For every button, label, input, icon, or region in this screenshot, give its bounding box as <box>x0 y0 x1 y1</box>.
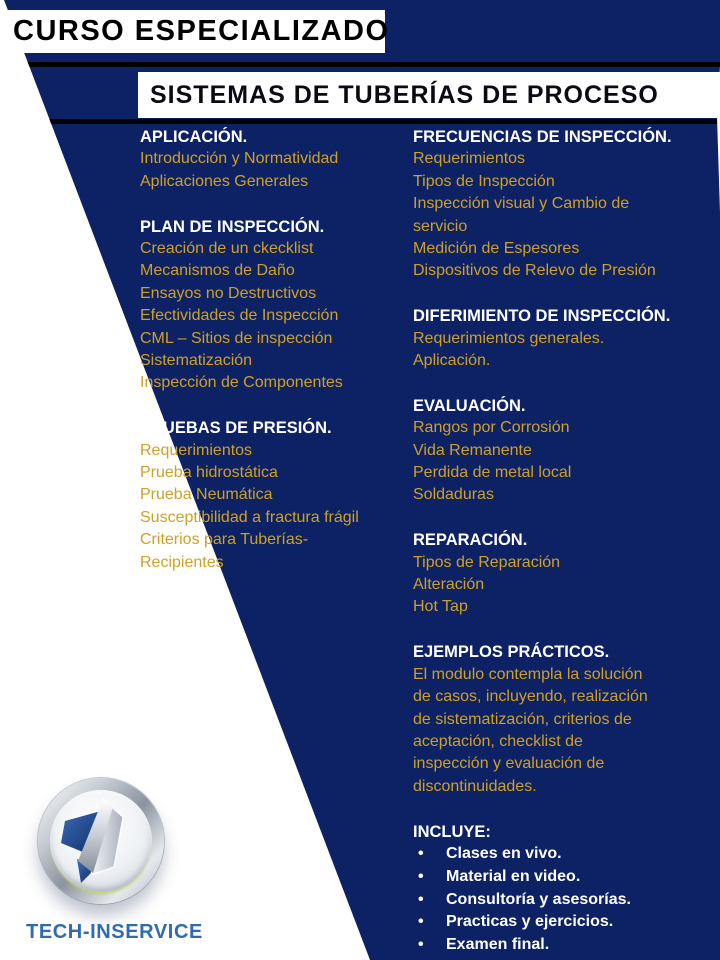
section-title: FRECUENCIAS DE INSPECCIÓN. <box>413 128 672 146</box>
section-title: PLAN DE INSPECCIÓN. <box>140 217 325 236</box>
section-title: DIFERIMIENTO DE INSPECCIÓN. <box>413 307 671 326</box>
bullet-label: Consultoría y asesorías. <box>446 890 631 908</box>
course-section <box>413 126 715 283</box>
section-item: de casos, incluyendo, realización <box>413 688 648 706</box>
section-item: Rangos por Corrosión <box>413 419 570 437</box>
bullet-list-item <box>413 889 715 912</box>
bullet-label: Clases en vivo. <box>446 844 562 862</box>
section-item: Perdida de metal local <box>413 464 572 482</box>
section-item: Requerimientos generales. <box>413 329 605 347</box>
brand-name: TECH-INSERVICE <box>26 921 203 943</box>
course-section <box>140 216 398 395</box>
section-item: Susceptibilidad a fractura frágil <box>140 508 359 526</box>
bullet-icon: • <box>418 844 424 862</box>
section-item: Criterios para Tuberías- <box>140 531 309 549</box>
section-title: EJEMPLOS PRÁCTICOS. <box>413 643 610 662</box>
section-item: servicio <box>413 217 468 235</box>
bullet-list-item <box>413 843 715 866</box>
section-item: inspección y evaluación de <box>413 755 605 773</box>
black-accent-line-bottom <box>0 119 720 124</box>
curso-banner <box>0 10 390 53</box>
course-section <box>413 641 715 798</box>
section-item: Aplicación. <box>413 352 491 370</box>
course-section <box>413 529 715 619</box>
section-item: Vida Remanente <box>413 441 532 459</box>
course-section <box>413 821 715 957</box>
bullet-label: Examen final. <box>446 936 550 954</box>
section-item: El modulo contempla la solución <box>413 665 643 683</box>
section-title: APLICACIÓN. <box>140 128 248 146</box>
section-item: Medición de Espesores <box>413 240 580 258</box>
section-item: Dispositivos de Relevo de Presión <box>413 262 656 280</box>
curso-banner-label: CURSO ESPECIALIZADO <box>13 15 390 47</box>
section-title: EVALUACIÓN. <box>413 396 526 415</box>
bullet-icon: • <box>418 913 424 931</box>
section-item: Alteración <box>413 576 485 594</box>
section-item: Prueba hidrostática <box>140 464 278 482</box>
section-item: aceptación, checklist de <box>413 732 583 750</box>
section-item: de sistematización, criterios de <box>413 710 632 728</box>
bullet-list-item <box>413 934 715 957</box>
section-item: Sistematización <box>140 352 253 370</box>
section-item: Tipos de Inspección <box>413 172 555 190</box>
title-banner <box>138 72 720 118</box>
bullet-list-item <box>413 911 715 934</box>
bullet-icon: • <box>418 890 424 908</box>
bullet-icon: • <box>418 867 424 885</box>
tech-inservice-emblem-icon <box>51 791 151 891</box>
section-item: Inspección visual y Cambio de <box>413 195 630 213</box>
section-item: Tipos de Reparación <box>413 553 561 571</box>
tech-inservice-logo <box>38 778 164 904</box>
section-item: Prueba Neumática <box>140 486 273 504</box>
bullet-label: Material en video. <box>446 867 581 885</box>
right-column <box>413 126 715 957</box>
title-banner-label: SISTEMAS DE TUBERÍAS DE PROCESO <box>150 80 659 109</box>
section-item: Requerimientos <box>140 441 253 459</box>
section-item: Hot Tap <box>413 598 468 616</box>
course-section <box>413 305 715 372</box>
course-section <box>140 126 398 193</box>
section-item: Aplicaciones Generales <box>140 172 309 190</box>
section-item: Ensayos no Destructivos <box>140 284 317 302</box>
section-item: Mecanismos de Daño <box>140 262 295 280</box>
section-item: Efectividades de Inspección <box>140 307 339 325</box>
course-section <box>140 417 398 574</box>
section-item: Creación de un ckecklist <box>140 240 314 258</box>
section-title: PRUEBAS DE PRESIÓN. <box>140 419 332 438</box>
black-accent-line-top <box>0 62 720 67</box>
section-item: CML – Sitios de inspección <box>140 329 333 347</box>
bullet-icon: • <box>418 936 424 954</box>
section-item: Recipientes <box>140 553 224 571</box>
bullet-list-item <box>413 866 715 889</box>
left-column <box>140 126 398 574</box>
section-item: discontinuidades. <box>413 777 537 795</box>
section-item: Inspección de Componentes <box>140 374 343 392</box>
section-title: REPARACIÓN. <box>413 531 528 550</box>
section-item: Requerimientos <box>413 150 526 168</box>
course-section <box>413 395 715 507</box>
section-item: Introducción y Normatividad <box>140 150 339 168</box>
bullet-label: Practicas y ejercicios. <box>446 913 614 931</box>
section-item: Soldaduras <box>413 486 494 504</box>
section-title: INCLUYE: <box>413 822 491 841</box>
